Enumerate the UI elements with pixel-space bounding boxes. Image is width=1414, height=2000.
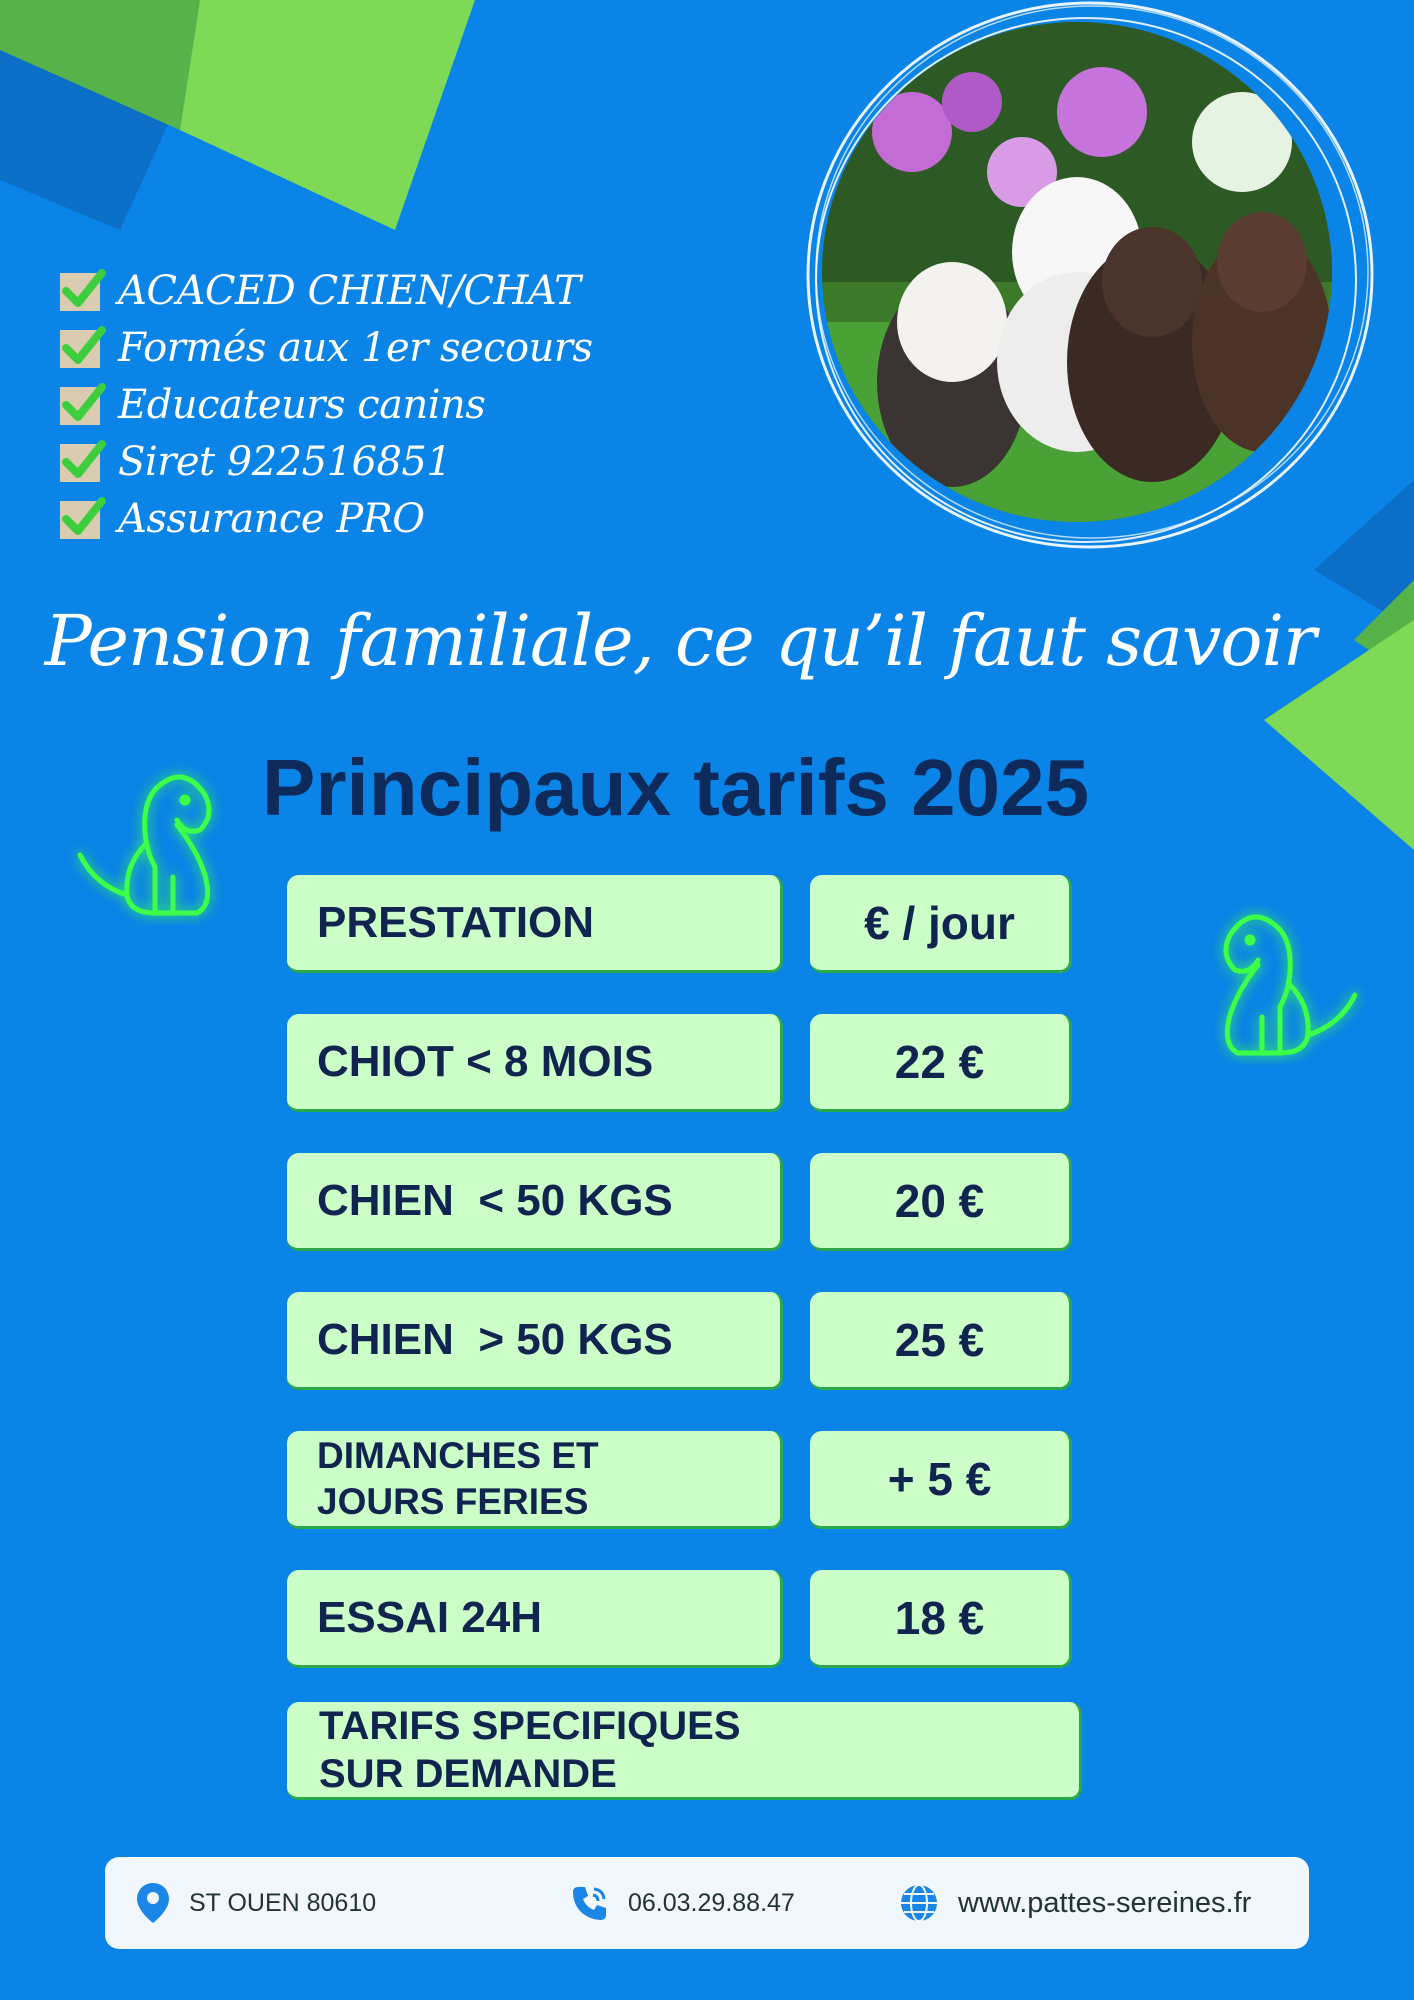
phone-text[interactable]: 06.03.29.88.47 [628, 1888, 795, 1917]
feature-label: Assurance PRO [118, 495, 425, 542]
feature-item [58, 319, 593, 376]
feature-item [58, 433, 593, 490]
feature-item [58, 262, 593, 319]
table-note: TARIFS SPECIFIQUES SUR DEMANDE [287, 1702, 1082, 1800]
table-row-price: 20 € [810, 1153, 1072, 1251]
footer-website[interactable] [898, 1857, 1251, 1949]
website-link[interactable]: www.pattes-sereines.fr [958, 1886, 1252, 1919]
pricing-title: Principaux tarifs 2025 [262, 743, 1090, 832]
location-pin-icon [135, 1881, 171, 1925]
table-header-label: PRESTATION [287, 875, 783, 973]
neon-dog-icon [65, 755, 235, 925]
table-header-price: € / jour [810, 875, 1072, 973]
checkmark-icon [58, 438, 106, 486]
footer-phone[interactable] [570, 1857, 795, 1949]
footer-address [135, 1857, 376, 1949]
phone-icon [570, 1883, 610, 1923]
address-text: ST OUEN 80610 [189, 1888, 377, 1917]
checkmark-icon [58, 381, 106, 429]
table-row-price: 25 € [810, 1292, 1072, 1390]
globe-icon [898, 1882, 940, 1924]
table-row-price: 22 € [810, 1014, 1072, 1112]
feature-item [58, 490, 593, 547]
top-left-decoration [0, 0, 480, 240]
feature-label: Siret 922516851 [118, 438, 452, 485]
feature-label: Educateurs canins [118, 381, 486, 428]
checkmark-icon [58, 495, 106, 543]
feature-label: Formés aux 1er secours [118, 324, 593, 371]
table-row-label: ESSAI 24H [287, 1570, 783, 1668]
checkmark-icon [58, 267, 106, 315]
features-list [58, 262, 593, 547]
table-row-label: CHIOT < 8 MOIS [287, 1014, 783, 1112]
contact-footer [105, 1857, 1309, 1949]
table-row-price: 18 € [810, 1570, 1072, 1668]
neon-dog-icon [1200, 895, 1370, 1065]
feature-item [58, 376, 593, 433]
table-row-label: CHIEN > 50 KGS [287, 1292, 783, 1390]
feature-label: ACACED CHIEN/CHAT [118, 267, 581, 314]
table-row-price: + 5 € [810, 1431, 1072, 1529]
table-row-label: DIMANCHES ET JOURS FERIES [287, 1431, 783, 1529]
page-headline: Pension familiale, ce qu’il faut savoir [44, 600, 1316, 682]
dog-photo [822, 22, 1332, 522]
table-row-label: CHIEN < 50 KGS [287, 1153, 783, 1251]
checkmark-icon [58, 324, 106, 372]
